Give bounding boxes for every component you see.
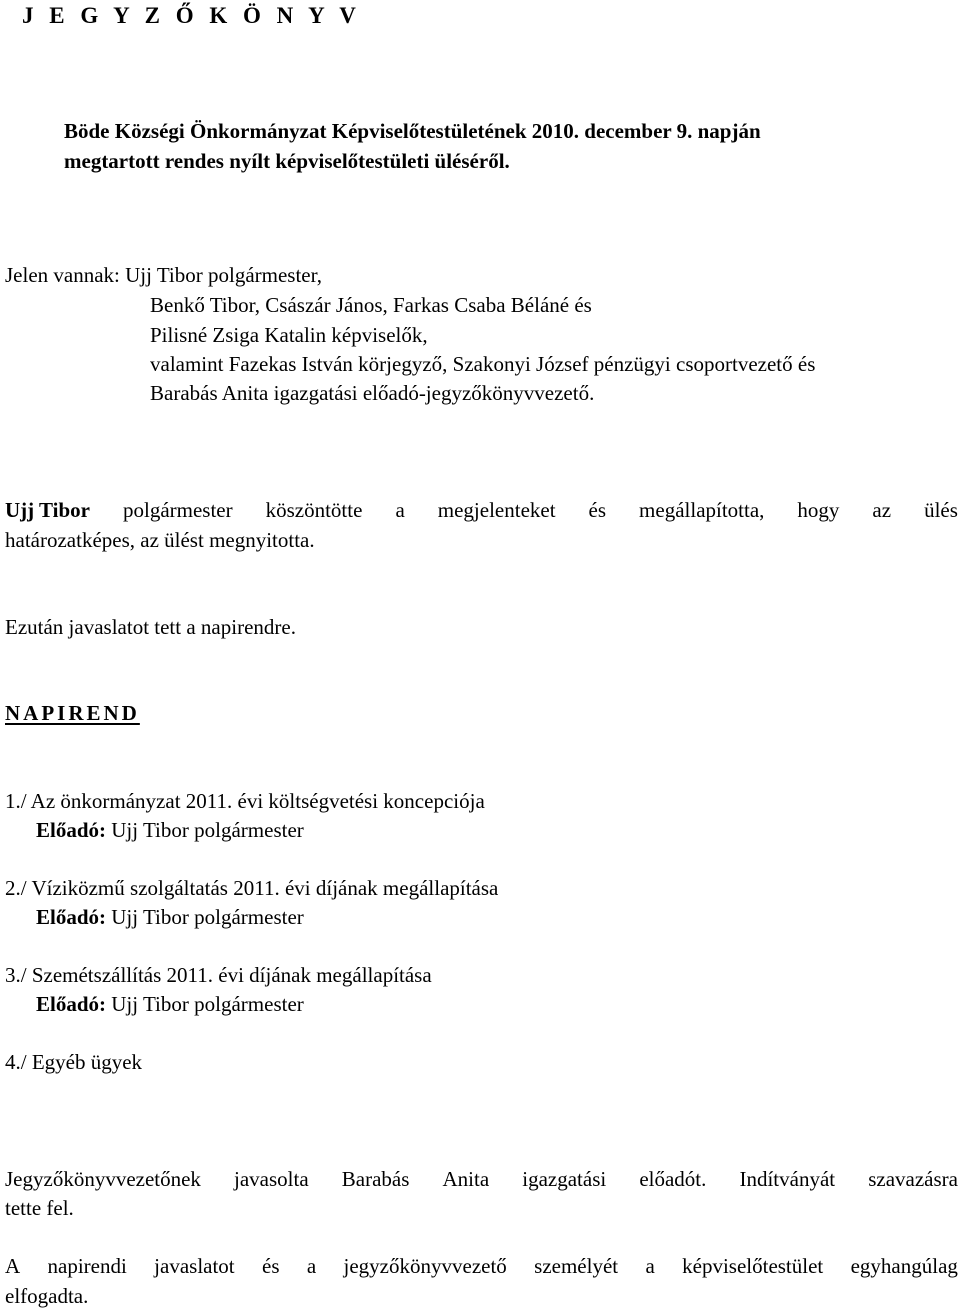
word: köszöntötte xyxy=(265,498,363,522)
word: személyét xyxy=(534,1254,619,1278)
attendance-line-4: valamint Fazekas István körjegyző, Szakonyi József pénzügyi csoportvezető és xyxy=(150,352,816,376)
agenda-item-4-title: 4./ Egyéb ügyek xyxy=(5,1050,143,1074)
attendance-line-1: Jelen vannak: Ujj Tibor polgármester, xyxy=(5,263,323,287)
word: a xyxy=(645,1254,655,1278)
agenda-item-1-title: 1./ Az önkormányzat 2011. évi költségvetési koncepciója xyxy=(5,789,485,813)
minutes-taker-line-1 xyxy=(5,1169,958,1190)
agenda-item-1-presenter: Előadó: Ujj Tibor polgármester xyxy=(36,818,304,842)
word: ülés xyxy=(924,498,958,522)
word: Jegyzőkönyvvezetőnek xyxy=(5,1167,201,1191)
word: Anita xyxy=(442,1167,490,1191)
word: képviselőtestület xyxy=(682,1254,824,1278)
heading-line-2: megtartott rendes nyílt képviselőtestületi üléséről. xyxy=(64,149,510,173)
word: a xyxy=(395,498,405,522)
word: napirendi xyxy=(47,1254,127,1278)
word: és xyxy=(262,1254,280,1278)
word: javasolta xyxy=(234,1167,309,1191)
decision-line-2: elfogadta. xyxy=(5,1284,89,1308)
word: A xyxy=(5,1254,21,1278)
word: megállapította, xyxy=(639,498,765,522)
word: előadót. xyxy=(639,1167,707,1191)
word: a xyxy=(306,1254,317,1278)
minutes-taker-line-2: tette fel. xyxy=(5,1196,74,1220)
word: jegyzőkönyvvezető xyxy=(343,1254,507,1278)
word: az xyxy=(872,498,892,522)
heading-line-1: Böde Községi Önkormányzat Képviselőtestületének 2010. december 9. napján xyxy=(64,119,761,143)
agenda-item-2-presenter: Előadó: Ujj Tibor polgármester xyxy=(36,905,304,929)
attendance-line-5: Barabás Anita igazgatási előadó-jegyzőkönyvvezető. xyxy=(150,381,595,405)
word: egyhangúlag xyxy=(850,1254,958,1278)
word: polgármester xyxy=(122,498,233,522)
agenda-item-3-presenter: Előadó: Ujj Tibor polgármester xyxy=(36,992,304,1016)
mayor-name: Ujj Tibor xyxy=(5,498,90,522)
decision-line-1 xyxy=(5,1256,958,1277)
agenda-heading: NAPIREND xyxy=(5,701,140,725)
opening-line-2: határozatképes, az ülést megnyitotta. xyxy=(5,528,315,552)
agenda-item-2-title: 2./ Víziközmű szolgáltatás 2011. évi díjának megállapítása xyxy=(5,876,499,900)
word: hogy xyxy=(797,498,840,522)
word: szavazásra xyxy=(868,1167,958,1191)
document-title: J E G Y Z Ő K Ö N Y V xyxy=(22,3,361,28)
agenda-item-3-title: 3./ Szemétszállítás 2011. évi díjának megállapítása xyxy=(5,963,432,987)
opening-line-1 xyxy=(5,500,958,521)
proposal-text: Ezután javaslatot tett a napirendre. xyxy=(5,615,296,639)
attendance-line-2: Benkő Tibor, Császár János, Farkas Csaba Béláné és xyxy=(150,293,592,317)
word: igazgatási xyxy=(522,1167,607,1191)
attendance-line-3: Pilisné Zsiga Katalin képviselők, xyxy=(150,323,428,347)
word: megjelenteket xyxy=(437,498,556,522)
word: Indítványát xyxy=(739,1167,836,1191)
word: javaslatot xyxy=(154,1254,235,1278)
word: Barabás xyxy=(341,1167,410,1191)
word: és xyxy=(588,498,607,522)
